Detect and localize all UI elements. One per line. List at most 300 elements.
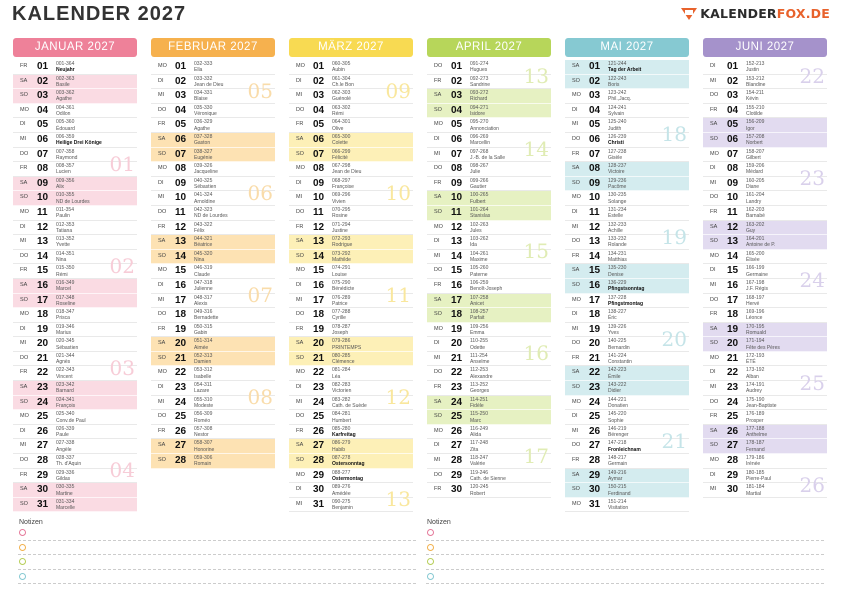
day-row[interactable]	[151, 235, 275, 250]
weekday-label: MI	[434, 354, 441, 361]
weekday-label: DI	[572, 208, 578, 215]
day-row[interactable]	[427, 425, 551, 440]
day-row[interactable]	[565, 410, 689, 425]
day-row[interactable]	[703, 264, 827, 279]
day-row[interactable]	[151, 264, 275, 279]
day-row[interactable]	[427, 250, 551, 265]
day-number: 09	[175, 177, 187, 189]
day-row[interactable]	[289, 294, 413, 309]
day-row[interactable]	[427, 308, 551, 323]
day-row[interactable]	[565, 454, 689, 469]
weekday-label: MI	[710, 281, 717, 288]
name-day: Robert	[470, 490, 486, 497]
day-row[interactable]	[427, 104, 551, 119]
month-column	[703, 38, 827, 498]
day-row[interactable]	[151, 104, 275, 119]
day-row[interactable]	[13, 133, 137, 148]
day-number: 11	[451, 206, 462, 218]
day-row[interactable]	[703, 410, 827, 425]
day-row[interactable]	[703, 235, 827, 250]
day-row[interactable]	[289, 221, 413, 236]
day-row[interactable]	[703, 425, 827, 440]
day-row[interactable]	[703, 366, 827, 381]
day-number: 24	[589, 396, 601, 408]
name-day: Gaston	[194, 140, 211, 147]
name-day: Modeste	[194, 402, 214, 409]
weekday-label: MI	[572, 121, 579, 128]
day-count: 181-184	[746, 484, 765, 491]
day-row[interactable]	[565, 294, 689, 309]
day-count: 072-293	[332, 236, 351, 243]
day-row[interactable]	[289, 483, 413, 498]
day-info	[470, 222, 488, 235]
day-row[interactable]	[13, 264, 137, 279]
day-info	[332, 353, 355, 366]
day-row[interactable]	[565, 206, 689, 221]
day-row[interactable]	[703, 89, 827, 104]
day-row[interactable]	[289, 337, 413, 352]
day-row[interactable]	[427, 410, 551, 425]
day-row[interactable]	[565, 104, 689, 119]
day-row[interactable]	[703, 483, 827, 498]
note-line[interactable]	[426, 570, 824, 585]
day-row[interactable]	[151, 410, 275, 425]
day-row[interactable]	[151, 381, 275, 396]
day-row[interactable]	[703, 439, 827, 454]
day-row[interactable]	[151, 425, 275, 440]
day-number: 22	[37, 367, 49, 379]
day-row[interactable]	[13, 483, 137, 498]
day-row[interactable]	[289, 104, 413, 119]
day-row[interactable]	[703, 454, 827, 469]
day-number: 26	[37, 425, 49, 437]
day-count: 038-327	[194, 148, 213, 155]
day-row[interactable]	[289, 250, 413, 265]
day-row[interactable]	[427, 162, 551, 177]
day-row[interactable]	[427, 133, 551, 148]
day-info	[608, 426, 629, 439]
day-row[interactable]	[703, 294, 827, 309]
day-row[interactable]	[13, 75, 137, 90]
day-count: 073-292	[332, 250, 351, 257]
day-row[interactable]	[13, 454, 137, 469]
day-row[interactable]	[151, 308, 275, 323]
week-number: 16	[523, 341, 549, 366]
day-row[interactable]	[703, 469, 827, 484]
day-row[interactable]	[703, 250, 827, 265]
day-row[interactable]	[13, 250, 137, 265]
day-number: 15	[175, 265, 187, 277]
week-number: 12	[385, 385, 411, 410]
day-row[interactable]	[427, 396, 551, 411]
day-number: 22	[313, 367, 325, 379]
day-row[interactable]	[703, 104, 827, 119]
name-day: Hervé	[746, 300, 760, 307]
day-number: 23	[727, 382, 739, 394]
day-row[interactable]	[289, 323, 413, 338]
day-row[interactable]	[427, 148, 551, 163]
day-count: 133-232	[608, 236, 627, 243]
day-row[interactable]	[289, 264, 413, 279]
day-number: 28	[451, 455, 463, 467]
day-info	[470, 338, 488, 351]
day-row[interactable]	[703, 381, 827, 396]
day-info	[56, 411, 86, 424]
day-row[interactable]	[289, 118, 413, 133]
day-row[interactable]	[427, 206, 551, 221]
name-day: Rodrigue	[332, 242, 353, 249]
day-row[interactable]	[427, 221, 551, 236]
day-row[interactable]	[289, 469, 413, 484]
day-count: 127-238	[608, 148, 627, 155]
day-row[interactable]	[289, 60, 413, 75]
day-row[interactable]	[427, 60, 551, 75]
day-row[interactable]	[565, 221, 689, 236]
day-row[interactable]	[13, 498, 137, 513]
day-row[interactable]	[565, 89, 689, 104]
day-row[interactable]	[427, 352, 551, 367]
day-row[interactable]	[13, 104, 137, 119]
day-row[interactable]	[289, 425, 413, 440]
day-row[interactable]	[289, 191, 413, 206]
day-row[interactable]	[13, 162, 137, 177]
name-day: Germaine	[746, 271, 768, 278]
day-count: 134-231	[608, 250, 627, 257]
day-count: 062-303	[332, 90, 351, 97]
day-row[interactable]	[289, 381, 413, 396]
day-row[interactable]	[427, 337, 551, 352]
day-row[interactable]	[289, 498, 413, 513]
day-row[interactable]	[289, 206, 413, 221]
day-row[interactable]	[427, 381, 551, 396]
name-day: Fidèle	[470, 402, 484, 409]
day-row[interactable]	[13, 206, 137, 221]
day-row[interactable]	[703, 133, 827, 148]
day-row[interactable]	[427, 177, 551, 192]
day-info	[194, 76, 223, 89]
day-row[interactable]	[151, 439, 275, 454]
day-row[interactable]	[427, 75, 551, 90]
day-row[interactable]	[13, 323, 137, 338]
day-row[interactable]	[427, 191, 551, 206]
day-row[interactable]	[289, 89, 413, 104]
day-row[interactable]	[289, 308, 413, 323]
day-row[interactable]	[13, 366, 137, 381]
note-line[interactable]	[18, 570, 416, 585]
day-row[interactable]	[289, 396, 413, 411]
weekday-label: SA	[572, 267, 580, 274]
day-row[interactable]	[565, 498, 689, 513]
day-row[interactable]	[151, 118, 275, 133]
day-row[interactable]	[13, 337, 137, 352]
weekday-label: SO	[434, 413, 442, 420]
name-day: Georges	[470, 388, 490, 395]
day-row[interactable]	[13, 60, 137, 75]
day-row[interactable]	[151, 75, 275, 90]
name-day: Léa	[332, 373, 341, 380]
day-row[interactable]	[13, 308, 137, 323]
day-row[interactable]	[565, 75, 689, 90]
week-number: 22	[799, 64, 825, 88]
day-row[interactable]	[151, 279, 275, 294]
day-row[interactable]	[13, 191, 137, 206]
day-row[interactable]	[427, 469, 551, 484]
weekday-label: FR	[296, 223, 304, 230]
day-row[interactable]	[565, 177, 689, 192]
day-row[interactable]	[427, 323, 551, 338]
weekday-label: DO	[20, 252, 29, 259]
day-row[interactable]	[151, 294, 275, 309]
name-day: Louise	[332, 271, 347, 278]
day-count: 037-328	[194, 133, 213, 140]
note-line[interactable]	[18, 541, 416, 556]
day-count: 180-185	[746, 469, 765, 476]
day-row[interactable]	[13, 221, 137, 236]
day-count: 167-198	[746, 279, 765, 286]
note-line[interactable]	[426, 526, 824, 541]
weekday-label: DO	[710, 92, 719, 99]
day-row[interactable]	[565, 439, 689, 454]
week-number: 07	[247, 283, 273, 307]
day-row[interactable]	[427, 264, 551, 279]
weekday-label: MI	[296, 398, 303, 405]
day-row[interactable]	[13, 425, 137, 440]
day-row[interactable]	[427, 279, 551, 294]
day-row[interactable]	[703, 337, 827, 352]
day-info	[470, 105, 488, 118]
name-day: Béatrice	[194, 242, 213, 249]
day-row[interactable]	[703, 279, 827, 294]
day-info	[56, 324, 74, 337]
weekday-label: DI	[710, 369, 716, 376]
day-count: 042-323	[194, 206, 213, 213]
day-row[interactable]	[151, 396, 275, 411]
day-row[interactable]	[703, 308, 827, 323]
circle-icon	[427, 529, 434, 536]
day-row[interactable]	[151, 366, 275, 381]
day-row[interactable]	[13, 469, 137, 484]
day-row[interactable]	[289, 352, 413, 367]
day-row[interactable]	[289, 235, 413, 250]
day-row[interactable]	[13, 118, 137, 133]
day-row[interactable]	[151, 323, 275, 338]
day-info	[56, 499, 75, 512]
day-row[interactable]	[13, 381, 137, 396]
day-number: 25	[727, 411, 739, 423]
day-row[interactable]	[289, 366, 413, 381]
day-count: 083-282	[332, 396, 351, 403]
day-row[interactable]	[289, 148, 413, 163]
day-list	[289, 60, 413, 512]
day-number: 01	[37, 61, 49, 72]
logo[interactable]	[681, 6, 830, 21]
day-row[interactable]	[289, 75, 413, 90]
circle-icon	[19, 544, 26, 551]
fox-icon	[681, 8, 697, 20]
weekday-label: SA	[158, 340, 166, 347]
day-row[interactable]	[565, 60, 689, 75]
day-row[interactable]	[289, 133, 413, 148]
day-info	[470, 163, 488, 176]
weekday-label: SO	[20, 92, 28, 99]
day-row[interactable]	[565, 148, 689, 163]
day-row[interactable]	[151, 89, 275, 104]
weekday-label: SA	[296, 340, 304, 347]
day-row[interactable]	[565, 425, 689, 440]
day-row[interactable]	[13, 352, 137, 367]
day-row[interactable]	[703, 221, 827, 236]
day-row[interactable]	[427, 454, 551, 469]
day-row[interactable]	[13, 439, 137, 454]
day-row[interactable]	[151, 162, 275, 177]
day-row[interactable]	[289, 439, 413, 454]
day-row[interactable]	[565, 396, 689, 411]
day-count: 132-233	[608, 221, 627, 228]
day-row[interactable]	[151, 191, 275, 206]
day-row[interactable]	[565, 250, 689, 265]
name-day: Maxime	[470, 257, 488, 264]
day-count: 119-246	[470, 469, 488, 476]
day-row[interactable]	[151, 60, 275, 75]
day-row[interactable]	[289, 454, 413, 469]
day-row[interactable]	[703, 60, 827, 75]
day-row[interactable]	[151, 177, 275, 192]
day-count: 055-310	[194, 396, 213, 403]
day-row[interactable]	[565, 118, 689, 133]
day-row[interactable]	[565, 133, 689, 148]
day-row[interactable]	[427, 483, 551, 498]
weekday-label: DO	[572, 340, 581, 347]
day-row[interactable]	[703, 118, 827, 133]
day-row[interactable]	[13, 294, 137, 309]
day-row[interactable]	[13, 396, 137, 411]
day-row[interactable]	[427, 89, 551, 104]
day-row[interactable]	[13, 177, 137, 192]
day-row[interactable]	[565, 337, 689, 352]
day-row[interactable]	[151, 221, 275, 236]
day-list	[151, 60, 275, 469]
weekday-label: SA	[296, 238, 304, 245]
name-day: Jean-Baptiste	[746, 402, 777, 409]
day-info	[470, 265, 488, 278]
name-day: Blaise	[194, 96, 208, 103]
day-row[interactable]	[427, 439, 551, 454]
day-info	[56, 397, 75, 410]
day-row[interactable]	[565, 381, 689, 396]
day-number: 31	[37, 498, 49, 510]
day-row[interactable]	[289, 410, 413, 425]
weekday-label: SA	[710, 121, 718, 128]
name-day: Jean de Dieu	[332, 169, 362, 176]
day-row[interactable]	[151, 337, 275, 352]
day-row[interactable]	[13, 89, 137, 104]
day-count: 099-266	[470, 177, 489, 184]
day-row[interactable]	[289, 177, 413, 192]
day-info	[194, 295, 212, 308]
name-day: Jules	[470, 227, 482, 234]
day-row[interactable]	[13, 410, 137, 425]
day-row[interactable]	[289, 162, 413, 177]
day-info	[746, 280, 768, 293]
day-row[interactable]	[565, 279, 689, 294]
day-row[interactable]	[13, 235, 137, 250]
day-number: 04	[727, 104, 739, 116]
day-number: 05	[589, 119, 601, 131]
weekday-label: SO	[710, 340, 718, 347]
weekday-label: DI	[572, 413, 578, 420]
weekday-label: FR	[434, 281, 442, 288]
day-row[interactable]	[703, 191, 827, 206]
day-number: 10	[313, 192, 325, 204]
day-row[interactable]	[703, 148, 827, 163]
day-row[interactable]	[427, 366, 551, 381]
day-row[interactable]	[703, 396, 827, 411]
day-row[interactable]	[427, 235, 551, 250]
day-number: 30	[589, 484, 601, 496]
day-row[interactable]	[565, 191, 689, 206]
day-info	[608, 90, 631, 103]
weekday-label: MO	[572, 92, 581, 99]
day-row[interactable]	[703, 352, 827, 367]
day-row[interactable]	[427, 118, 551, 133]
day-row[interactable]	[703, 162, 827, 177]
name-day: Martial	[746, 490, 762, 497]
day-row[interactable]	[703, 323, 827, 338]
day-row[interactable]	[565, 366, 689, 381]
day-row[interactable]	[151, 352, 275, 367]
weekday-label: FR	[572, 150, 580, 157]
day-row[interactable]	[565, 352, 689, 367]
day-row[interactable]	[151, 250, 275, 265]
day-count: 158-207	[746, 148, 765, 155]
day-row[interactable]	[703, 177, 827, 192]
day-row[interactable]	[151, 133, 275, 148]
day-row[interactable]	[565, 162, 689, 177]
day-row[interactable]	[565, 235, 689, 250]
name-day: Élisée	[746, 257, 760, 264]
note-line[interactable]	[426, 555, 824, 570]
day-row[interactable]	[565, 308, 689, 323]
day-count: 065-300	[332, 133, 351, 140]
day-count: 108-257	[470, 309, 489, 316]
day-row[interactable]	[427, 294, 551, 309]
day-info	[332, 440, 350, 453]
day-row[interactable]	[565, 469, 689, 484]
day-number: 02	[175, 75, 187, 87]
day-row[interactable]	[565, 483, 689, 498]
note-line[interactable]	[18, 526, 416, 541]
weekday-label: MO	[20, 208, 29, 215]
week-number: 09	[385, 78, 411, 103]
day-row[interactable]	[703, 75, 827, 90]
day-row[interactable]	[151, 454, 275, 469]
day-info	[746, 470, 771, 483]
day-row[interactable]	[289, 279, 413, 294]
note-line[interactable]	[18, 555, 416, 570]
name-day: Rosine	[332, 213, 348, 220]
day-info	[332, 76, 354, 89]
day-number: 14	[175, 250, 187, 262]
weekday-label: SO	[434, 311, 442, 318]
day-row[interactable]	[565, 264, 689, 279]
day-row[interactable]	[703, 206, 827, 221]
day-row[interactable]	[151, 148, 275, 163]
day-row[interactable]	[151, 206, 275, 221]
day-row[interactable]	[13, 279, 137, 294]
day-row[interactable]	[565, 323, 689, 338]
day-row[interactable]	[13, 148, 137, 163]
note-line[interactable]	[426, 541, 824, 556]
